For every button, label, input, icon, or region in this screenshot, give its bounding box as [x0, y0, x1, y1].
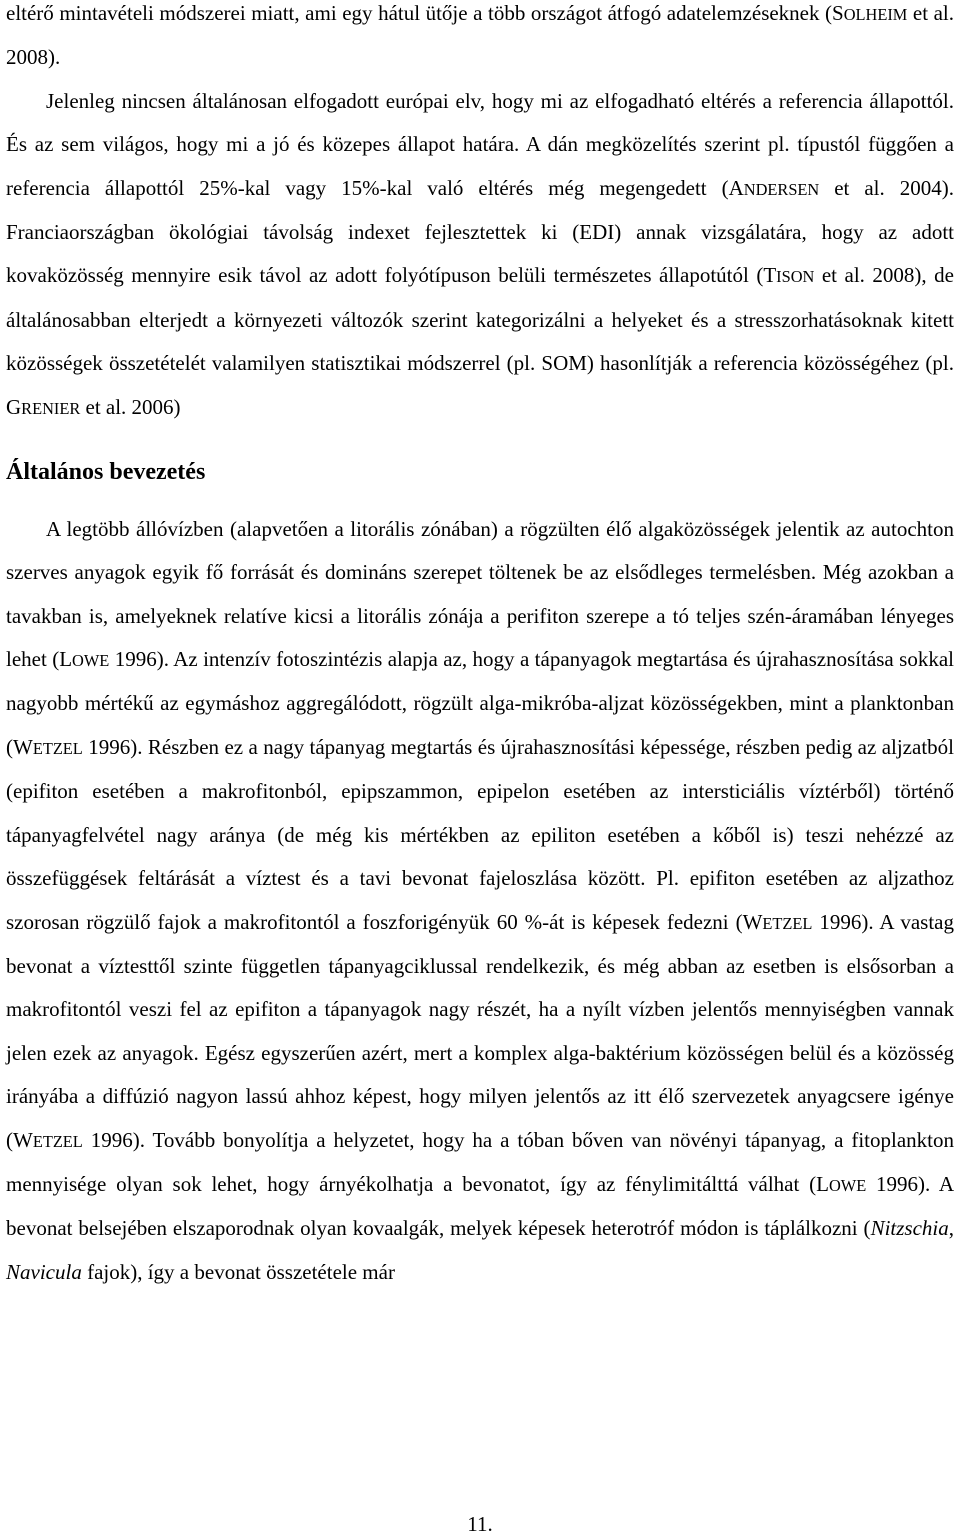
taxon-name-italic: Navicula: [6, 1259, 82, 1284]
author-name-smallcaps: NDERSEN: [743, 179, 820, 199]
author-name-smallcaps: OWE: [828, 1175, 867, 1195]
text-run: et al. 2008), de általánosabban elterjedt a környezeti változók szerint kategorizálni a helyeket és a stresszorhatásoknak kitett közösségek összetételét valamilyen statisztikai módszerrel (pl. SOM) hasonlítják a referencia közösségéhez (pl. G: [6, 263, 954, 419]
author-name-smallcaps: RENIER: [21, 398, 81, 418]
paragraph-reference-state: [6, 80, 954, 430]
author-name-smallcaps: ETZEL: [762, 913, 813, 933]
text-run: fajok), így a bevonat összetétele már: [81, 1259, 395, 1284]
author-name-smallcaps: OLHEIM: [843, 5, 908, 24]
text-run: et al. 2006): [80, 394, 181, 419]
text-run: et al. 2004). Franciaországban ökológiai távolság indexet fejlesztettek ki (EDI) annak vizsgálatára, hogy az adott kovaközösség mennyire esik távol az adott folyótípuson belüli természetes állapotútól (T: [6, 175, 954, 288]
text-run: 1996). A bevonat belsejében elszaporodnak olyan kovaalgák, melyek képesek heterotróf módon is táplálkozni (: [6, 1171, 955, 1241]
text-run: A legtöbb állóvízben (alapvetően a litorális zónában) a rögzülten élő algaközösségek jelentik az autochton szerves anyagok egyik fő forrását és domináns szerepet töltenek be az elsődleges termelésben. Még azokban a tavakban is, amelyeknek relatíve kicsi a litorális zónája a perifiton szerepe a tó teljes szén-áramában lényeges lehet (L: [6, 516, 954, 672]
text-run: 1996). Tovább bonyolítja a helyzetet, hogy ha a tóban bőven van növényi tápanyag, a fitoplankton mennyisége olyan sok lehet, hogy árnyékolhatja a bevonatot, így az fénylimitálttá válhat (L: [6, 1127, 954, 1196]
document-page: [6, 0, 954, 1294]
text-run: 1996). Az intenzív fotoszintézis alapja az, hogy a tápanyagok megtartása és újrahasznosítása sokkal nagyobb mértékű az egymáshoz aggregálódott, rögzült alga-mikróba-aljzat közösségekben, mint a planktonban (W: [6, 647, 954, 759]
paragraph-introduction: [6, 508, 954, 1294]
text-run: ,: [948, 1216, 954, 1241]
paragraph-continuation: [6, 0, 954, 80]
author-name-smallcaps: OWE: [72, 651, 110, 671]
text-run: 1996). A vastag bevonat a víztesttől szinte független tápanyagciklussal rendelkezik, és még abban az esetben is elsősorban a makrofitontól veszi fel az epifiton a tápanyagok nagy részét, ha a nyílt vízben jelentős mennyiségben vannak jelen ezek az anyagok. Egész egyszerűen azért, mert a komplex alga-baktérium közösségen belül és a közösség irányába a diffúzió nagyon lassú ahhoz képest, hogy milyen jelentős az itt élő szervezetek anyagcsere igénye (W: [6, 909, 954, 1152]
text-run: eltérő mintavételi módszerei miatt, ami egy hátul ütője a több országot átfogó adatelemzéseknek (S: [6, 1, 844, 25]
page-number: 11.: [467, 1512, 493, 1536]
author-name-smallcaps: ISON: [776, 267, 815, 287]
text-run: 1996). Részben ez a nagy tápanyag megtartás és újrahasznosítási képessége, részben pedig az aljzatból (epifiton esetében a makrofitonból, epipszammon, epipelon esetében az intersticiális víztérből) történő tápanyagfelvétel nagy aránya (de még kis mértékben az epiliton esetében a kőből is) teszi nehézzé az összefüggések feltárását a víztest és a tavi bevonat fajeloszlása között. Pl. epifiton esetében az aljzathoz szorosan rögzülő fajok a makrofitontól a foszforigényük 60 %-át is képesek fedezni (W: [6, 734, 954, 934]
text-run: Jelenleg nincsen általánosan elfogadott európai elv, hogy mi az elfogadható eltérés a referencia állapottól. És az sem világos, hogy mi a jó és közepes állapot határa. A dán megközelítés szerint pl. típustól függően a referencia állapottól 25%-kal vagy 15%-kal való eltérés még megengedett (A: [6, 88, 954, 200]
text-run: et al. 2008).: [6, 1, 954, 70]
author-name-smallcaps: ETZEL: [32, 738, 83, 758]
section-heading: Általános bevezetés: [6, 459, 206, 486]
author-name-smallcaps: ETZEL: [32, 1131, 83, 1151]
taxon-name-italic: Nitzschia: [870, 1216, 949, 1241]
